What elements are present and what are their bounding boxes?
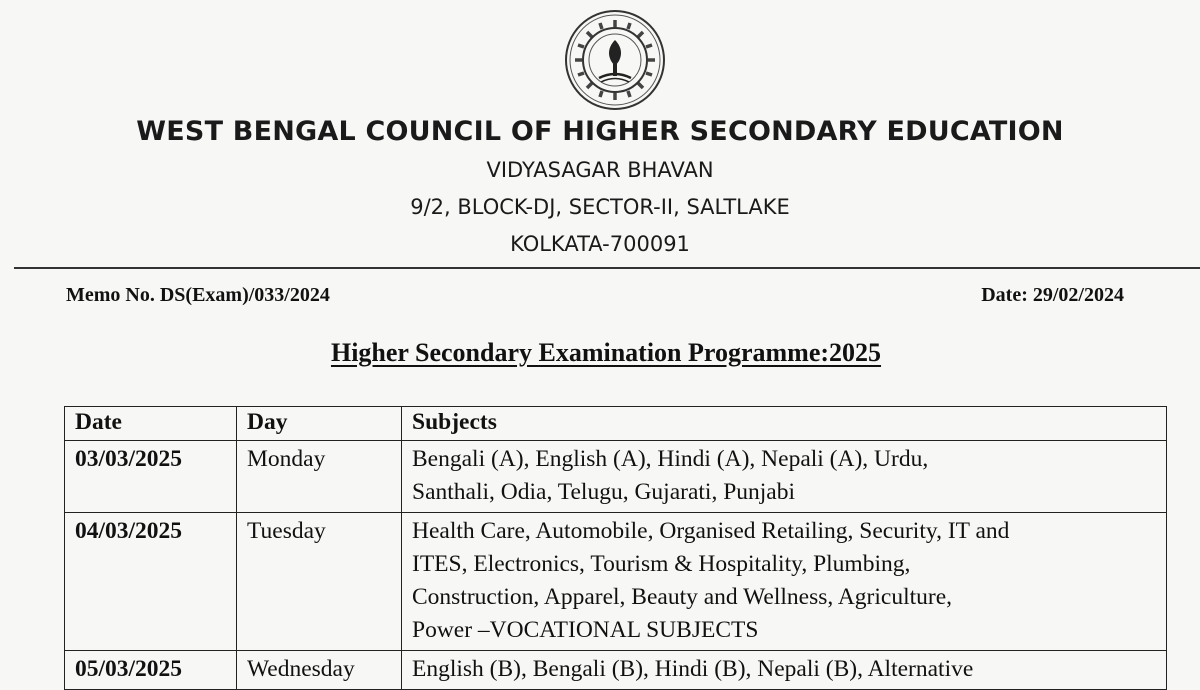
header-divider [14, 267, 1200, 269]
address-line-2: 9/2, BLOCK-DJ, SECTOR-II, SALTLAKE [410, 195, 790, 219]
row-day: Wednesday [237, 651, 402, 690]
subject-line: ITES, Electronics, Tourism & Hospitality, Plumbing, [412, 551, 911, 577]
subject-line: Power –VOCATIONAL SUBJECTS [412, 617, 759, 643]
column-header-day: Day [237, 407, 402, 441]
table-header-row [65, 407, 1167, 441]
council-emblem-icon [563, 8, 667, 112]
row-day: Tuesday [237, 513, 402, 651]
subject-line: English (B), Bengali (B), Hindi (B), Nepali (B), Alternative [412, 656, 974, 682]
memo-number: Memo No. DS(Exam)/033/2024 [66, 284, 330, 306]
subject-line: Health Care, Automobile, Organised Retailing, Security, IT and [412, 518, 1010, 544]
subject-line: Santhali, Odia, Telugu, Gujarati, Punjabi [412, 479, 795, 505]
council-name: WEST BENGAL COUNCIL OF HIGHER SECONDARY EDUCATION [136, 116, 1064, 147]
exam-schedule-table [64, 406, 1167, 690]
memo-date: Date: 29/02/2024 [981, 284, 1124, 306]
column-header-subjects: Subjects [402, 407, 1167, 441]
page-title: Higher Secondary Examination Programme:2025 [330, 338, 882, 367]
subject-line: Construction, Apparel, Beauty and Wellness, Agriculture, [412, 584, 953, 610]
subject-line: Bengali (A), English (A), Hindi (A), Nepali (A), Urdu, [412, 446, 929, 472]
row-subjects [402, 513, 1167, 651]
row-date: 03/03/2025 [65, 441, 237, 513]
row-day: Monday [237, 441, 402, 513]
row-date: 04/03/2025 [65, 513, 237, 651]
row-date: 05/03/2025 [65, 651, 237, 690]
address-line-3: KOLKATA-700091 [510, 232, 690, 256]
column-header-date: Date [65, 407, 237, 441]
address-line-1: VIDYASAGAR BHAVAN [486, 158, 714, 182]
row-subjects [402, 441, 1167, 513]
row-subjects [402, 651, 1167, 690]
table-row [65, 513, 1167, 651]
table-row [65, 441, 1167, 513]
table-row [65, 651, 1167, 690]
